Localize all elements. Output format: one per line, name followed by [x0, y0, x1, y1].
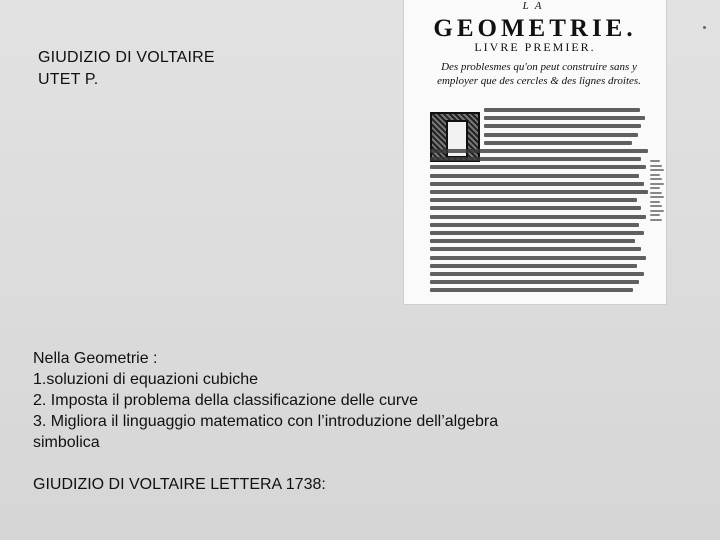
book-page-margin-line: [650, 183, 664, 185]
book-page-text-line: [484, 108, 640, 112]
body-item-3: 3. Migliora il linguaggio matematico con l’introduzione dell’algebra: [33, 413, 499, 430]
book-page-margin-line: [650, 160, 660, 162]
book-page-margin-line: [650, 178, 662, 180]
book-page-text-line: [430, 165, 646, 169]
book-page-text-line: [484, 133, 638, 137]
header-line-source: UTET P.: [38, 71, 99, 88]
book-page-margin-line: [650, 196, 664, 198]
book-page-margin-line: [650, 219, 662, 221]
book-page-margin-line: [650, 165, 662, 167]
book-page-text-line: [430, 247, 641, 251]
book-page-caption: Des problesmes qu'on peut construire sans y employer que des cercles & des lignes droites.: [437, 61, 641, 87]
book-page-text-line: [430, 239, 635, 243]
body-item-1: 1.soluzioni di equazioni cubiche: [33, 371, 259, 388]
book-page-text-line: [484, 116, 645, 120]
book-page-subtitle: LIVRE PREMIER.: [474, 40, 596, 54]
book-page-text-line: [484, 124, 641, 128]
book-page-margin-line: [650, 192, 662, 194]
book-page-text-line: [430, 264, 637, 268]
book-page-margin-line: [650, 174, 660, 176]
spacer: [33, 453, 593, 474]
decorated-initial-icon: [430, 112, 480, 162]
book-page-margin-line: [650, 201, 660, 203]
book-page-text-line: [430, 256, 646, 260]
book-page-text-line: [484, 141, 632, 145]
header-line-title: GIUDIZIO DI VOLTAIRE: [38, 49, 215, 66]
book-page-text-line: [430, 223, 639, 227]
book-page-text-line: [430, 231, 644, 235]
book-page-text-line: [430, 174, 639, 178]
book-page-text-line: [430, 198, 637, 202]
book-page-margin-line: [650, 214, 660, 216]
book-page-text-line: [430, 190, 648, 194]
slide-body: [33, 348, 593, 495]
book-page-text-line: [430, 206, 641, 210]
book-page-small-title: LA: [522, 0, 548, 12]
book-page-text-line: [430, 272, 644, 276]
book-page-text-line: [430, 149, 648, 153]
body-footer: GIUDIZIO DI VOLTAIRE LETTERA 1738:: [33, 476, 326, 493]
book-page-text-line: [430, 182, 644, 186]
book-page-image: [404, 0, 666, 304]
book-page-text-line: [430, 280, 639, 284]
book-page-margin-line: [650, 205, 662, 207]
dot-marker: [703, 26, 706, 29]
body-intro: Nella Geometrie :: [33, 350, 158, 367]
body-item-2: 2. Imposta il problema della classificazione delle curve: [33, 392, 419, 409]
book-page-margin-line: [650, 210, 664, 212]
book-page-text-line: [430, 215, 646, 219]
book-page-margin-line: [650, 187, 660, 189]
book-page-text-line: [430, 157, 641, 161]
slide-header: [38, 47, 215, 91]
book-page-text-line: [430, 288, 633, 292]
book-page-margin-line: [650, 169, 664, 171]
book-page-title: GEOMETRIE.: [433, 15, 637, 42]
body-item-3-cont: simbolica: [33, 434, 100, 451]
